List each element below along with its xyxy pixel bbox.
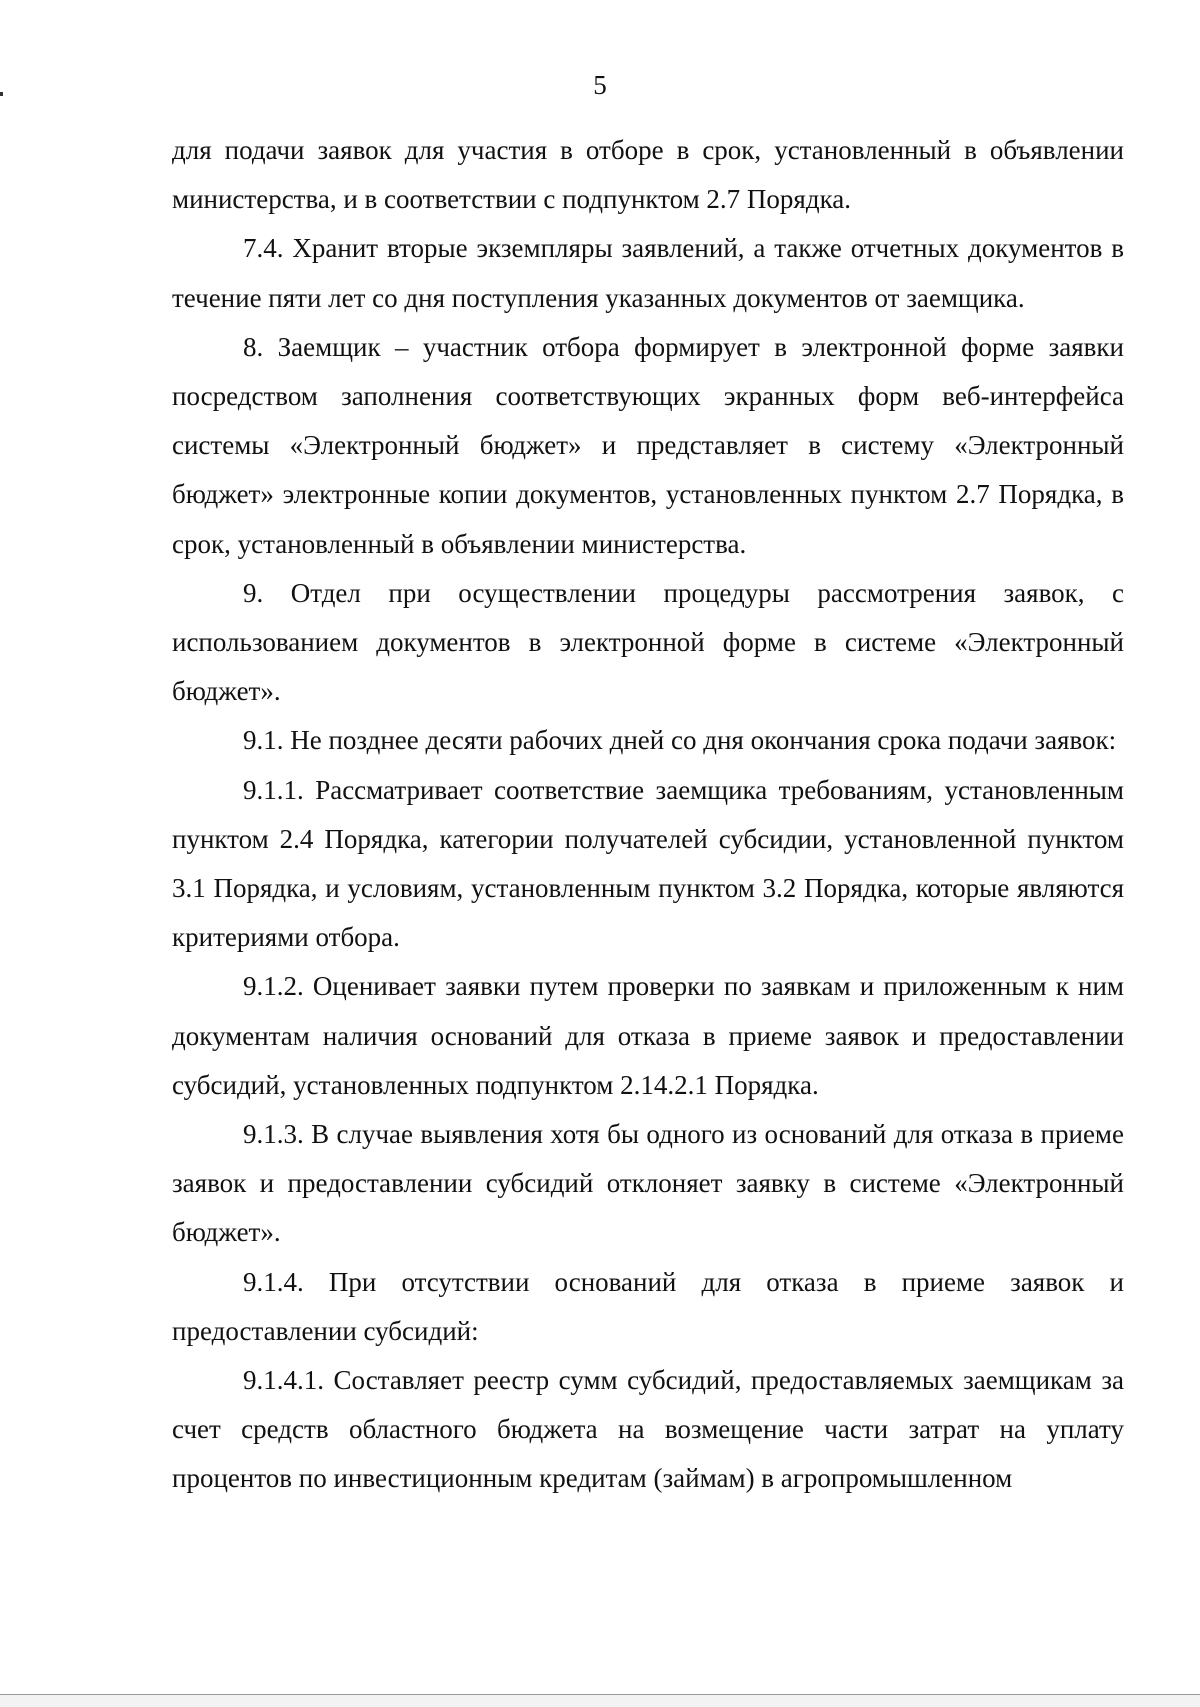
paragraph-9-1: 9.1. Не позднее десяти рабочих дней со дня окончания срока подачи заявок:	[243, 725, 1117, 756]
paragraph-9-1-2: 9.1.2. Оценивает заявки путем проверки по заявкам и приложенным к ним документам наличия оснований для отказа в приеме заявок и предоставлении субсидий, установленных подпунктом 2.14.2.1 Порядка.	[172, 971, 1124, 1100]
paragraph-7-4: 7.4. Хранит вторые экземпляры заявлений, а также отчетных документов в течение пяти лет со дня поступления указанных документов от заемщика.	[172, 233, 1124, 313]
paragraph-9-1-4-1: 9.1.4.1. Составляет реестр сумм субсидий, предоставляемых заемщикам за счет средств областного бюджета на возмещение части затрат на уплату процентов по инвестиционным кредитам (займам) в агропромышленном	[172, 1365, 1124, 1494]
paragraph-9-1-4: 9.1.4. При отсутствии оснований для отказа в приеме заявок и предоставлении субсидий:	[172, 1266, 1124, 1346]
page-number: 5	[593, 70, 607, 100]
paragraph-continuation: для подачи заявок для участия в отборе в срок, установленный в объявлении министерства, и в соответствии с подпунктом 2.7 Порядка.	[172, 135, 1124, 215]
paragraph-9-1-1: 9.1.1. Рассматривает соответствие заемщика требованиям, установленным пунктом 2.4 Порядка, категории получателей субсидии, установленной пунктом 3.1 Порядка, и условиям, установленным пунктом 3.2 Порядка, которые являются критериями отбора.	[172, 774, 1124, 953]
paragraph-9-1-3: 9.1.3. В случае выявления хотя бы одного из оснований для отказа в приеме заявок и предоставлении субсидий отклоняет заявку в системе «Электронный бюджет».	[172, 1119, 1124, 1248]
scan-bottom-shadow	[0, 1695, 1200, 1707]
document-body	[172, 126, 1124, 1504]
paragraph-8: 8. Заемщик – участник отбора формирует в электронной форме заявки посредством заполнения соответствующих экранных форм веб-интерфейса системы «Электронный бюджет» и представляет в систему «Электронный бюджет» электронные копии документов, установленных пунктом 2.7 Порядка, в срок, установленный в объявлении министерства.	[172, 331, 1124, 559]
paragraph-9: 9. Отдел при осуществлении процедуры рассмотрения заявок, с использованием документов в электронной форме в системе «Электронный бюджет».	[172, 577, 1124, 707]
